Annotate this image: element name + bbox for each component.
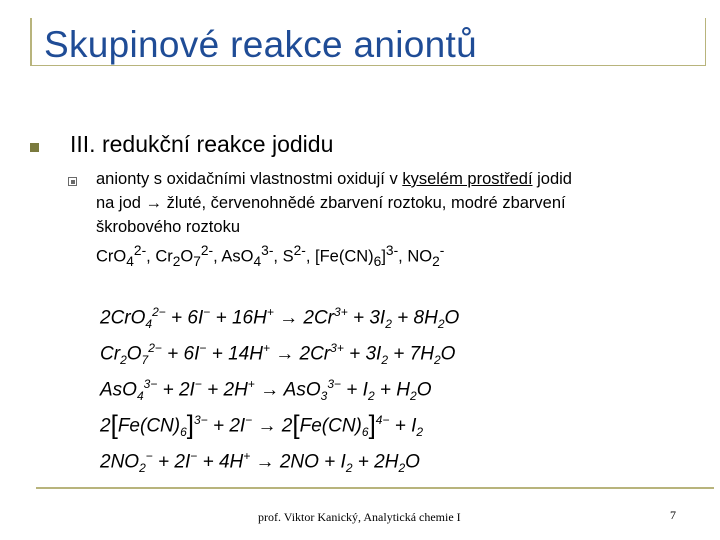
eq-bracket: ] (186, 409, 195, 440)
equation-2 (100, 330, 459, 366)
reaction-arrow: → (252, 415, 282, 437)
eq-sup: 3− (327, 377, 341, 391)
anion-charge: 3- (261, 243, 274, 258)
square-bullet-icon (30, 143, 39, 152)
anion-text: As (221, 247, 241, 266)
equation-3 (100, 366, 459, 402)
anion-sub: 2 (432, 253, 440, 269)
anion-text: NO (407, 247, 433, 266)
reaction-arrow: → (254, 379, 284, 401)
bullet-level1-text: III. redukční reakce jodidu (70, 131, 334, 157)
anion-charge: 2- (133, 243, 147, 258)
eq-term: O (440, 343, 456, 365)
reaction-arrow: → (250, 451, 280, 473)
eq-term: 2CrO (100, 307, 146, 329)
reaction-arrow: → (269, 343, 300, 365)
title-frame-right (705, 18, 706, 66)
anion-sub: 6 (373, 253, 382, 269)
eq-sup: 3− (143, 377, 158, 391)
anion-text: O (180, 247, 194, 266)
anion-text: Cr (155, 247, 173, 266)
eq-sup: − (245, 413, 253, 427)
eq-sup: + (266, 305, 274, 319)
eq-term: + 6I (161, 343, 200, 365)
eq-term: + 14H (206, 343, 263, 365)
eq-term: AsO (100, 379, 137, 401)
eq-term: + 3I (347, 307, 386, 329)
eq-sub: 4 (145, 317, 153, 332)
equation-5 (100, 438, 459, 474)
eq-term: Cr (100, 343, 121, 365)
anion-charge: 2- (200, 243, 214, 258)
eq-term: 2NO (100, 451, 140, 473)
anion-sep: , (305, 247, 315, 266)
anion-sub: 4 (253, 253, 262, 269)
para-underlined-text: kyselém prostředí (402, 170, 533, 188)
eq-sup: 2− (152, 305, 166, 319)
anion-charge: 3- (385, 243, 399, 258)
eq-term: + 4H (197, 451, 244, 473)
anion-text: [Fe(CN) (315, 247, 374, 266)
eq-sup: 4− (375, 413, 390, 427)
footer-rule (36, 487, 714, 489)
reaction-arrow: → (273, 307, 304, 329)
eq-term: O (126, 343, 142, 365)
footer-text: prof. Viktor Kanický, Analytická chemie I (258, 510, 461, 524)
para-line-1-end: jodid (532, 170, 572, 188)
eq-term: + I (318, 451, 346, 473)
eq-bracket: [ (292, 409, 300, 440)
title-frame-left (30, 18, 32, 66)
eq-term: + 16H (210, 307, 267, 329)
anion-text: ] (381, 247, 386, 266)
eq-sup: 3− (194, 413, 208, 427)
eq-sup: 3+ (330, 341, 344, 355)
eq-sub: 2 (120, 353, 127, 368)
eq-sub: 3 (320, 389, 328, 404)
anion-sub: 4 (126, 253, 134, 269)
eq-term: O (405, 451, 420, 473)
eq-sub: 2 (416, 425, 424, 440)
anion-charge: 2- (293, 243, 306, 258)
eq-sup: 2− (148, 341, 162, 355)
eq-term: O (416, 379, 432, 401)
equation-4 (100, 402, 459, 438)
eq-sub: 2 (381, 353, 389, 368)
bullet-level2-paragraph (96, 167, 696, 274)
eq-term: + I (341, 379, 368, 401)
eq-sup: + (243, 449, 251, 463)
eq-term: 2Cr (299, 343, 331, 365)
anion-text: O (240, 247, 254, 266)
eq-bracket: ] (368, 409, 376, 440)
eq-term: + 2I (152, 451, 191, 473)
eq-term: 2 (281, 415, 293, 437)
slide-title: Skupinové reakce aniontů (44, 24, 477, 65)
eq-sub: 2 (139, 461, 146, 476)
eq-term: 2NO (279, 451, 319, 473)
eq-term: + 2I (207, 415, 246, 437)
eq-term: + 7H (388, 343, 434, 365)
eq-term: + 2H (352, 451, 399, 473)
equation-1 (100, 294, 459, 330)
anion-text: Cr (96, 247, 114, 266)
eq-term: 2 (100, 415, 111, 437)
eq-term: + 2H (201, 379, 248, 401)
eq-term: 2Cr (303, 307, 335, 329)
anion-sep: , (273, 247, 283, 266)
eq-term: O (444, 307, 460, 329)
eq-sub: 2 (398, 461, 406, 476)
eq-term: + 3I (343, 343, 382, 365)
eq-sub: 4 (136, 389, 144, 404)
anion-text: O (113, 247, 127, 266)
para-line-1 (96, 167, 696, 191)
eq-sub: 2 (345, 461, 353, 476)
anion-sep: , (213, 247, 222, 266)
eq-term: ) (173, 415, 181, 437)
eq-sub: 2 (433, 353, 441, 368)
eq-term: ) (355, 415, 362, 437)
eq-term: + 2I (157, 379, 195, 401)
eq-sub: 2 (437, 317, 445, 332)
eq-sub: 2 (410, 389, 417, 404)
para-line-3: škrobového roztoku (96, 218, 240, 236)
equation-list (100, 294, 459, 474)
eq-sup: 3+ (334, 305, 348, 319)
eq-term: + I (389, 415, 417, 437)
para-line-1-start: anionty s oxidačními vlastnostmi oxidují v (96, 170, 403, 188)
eq-sup: − (145, 449, 153, 463)
anion-sep: , (398, 247, 408, 266)
anion-sub: 7 (193, 253, 201, 269)
eq-sup: + (247, 377, 255, 391)
eq-sup: − (203, 305, 211, 319)
eq-bracket: [ (110, 409, 118, 440)
anion-list (96, 239, 696, 274)
eq-term: + 6I (165, 307, 204, 329)
eq-sup: − (199, 341, 207, 355)
anion-sep: , (146, 247, 156, 266)
eq-sup: − (194, 377, 202, 391)
eq-sub: 2 (385, 317, 392, 332)
eq-term: + 8H (391, 307, 438, 329)
anion-charge: - (439, 243, 445, 258)
eq-term: + H (374, 379, 410, 401)
eq-sup: + (262, 341, 270, 355)
eq-sub: 6 (180, 425, 187, 440)
eq-sub: 2 (367, 389, 375, 404)
anion-sub: 2 (172, 253, 181, 269)
eq-term: AsO (283, 379, 321, 401)
eq-term: Fe(CN (117, 415, 174, 437)
hollow-square-bullet-icon (68, 177, 77, 186)
para-line-2: na jod → žluté, červenohnědé zbarvení roztoku, modré zbarvení (96, 194, 566, 212)
eq-sup: − (190, 449, 198, 463)
eq-sub: 6 (361, 425, 369, 440)
anion-text: S (282, 247, 294, 266)
eq-term: Fe(CN (299, 415, 356, 437)
page-number: 7 (670, 508, 676, 522)
eq-sub: 7 (141, 353, 149, 368)
